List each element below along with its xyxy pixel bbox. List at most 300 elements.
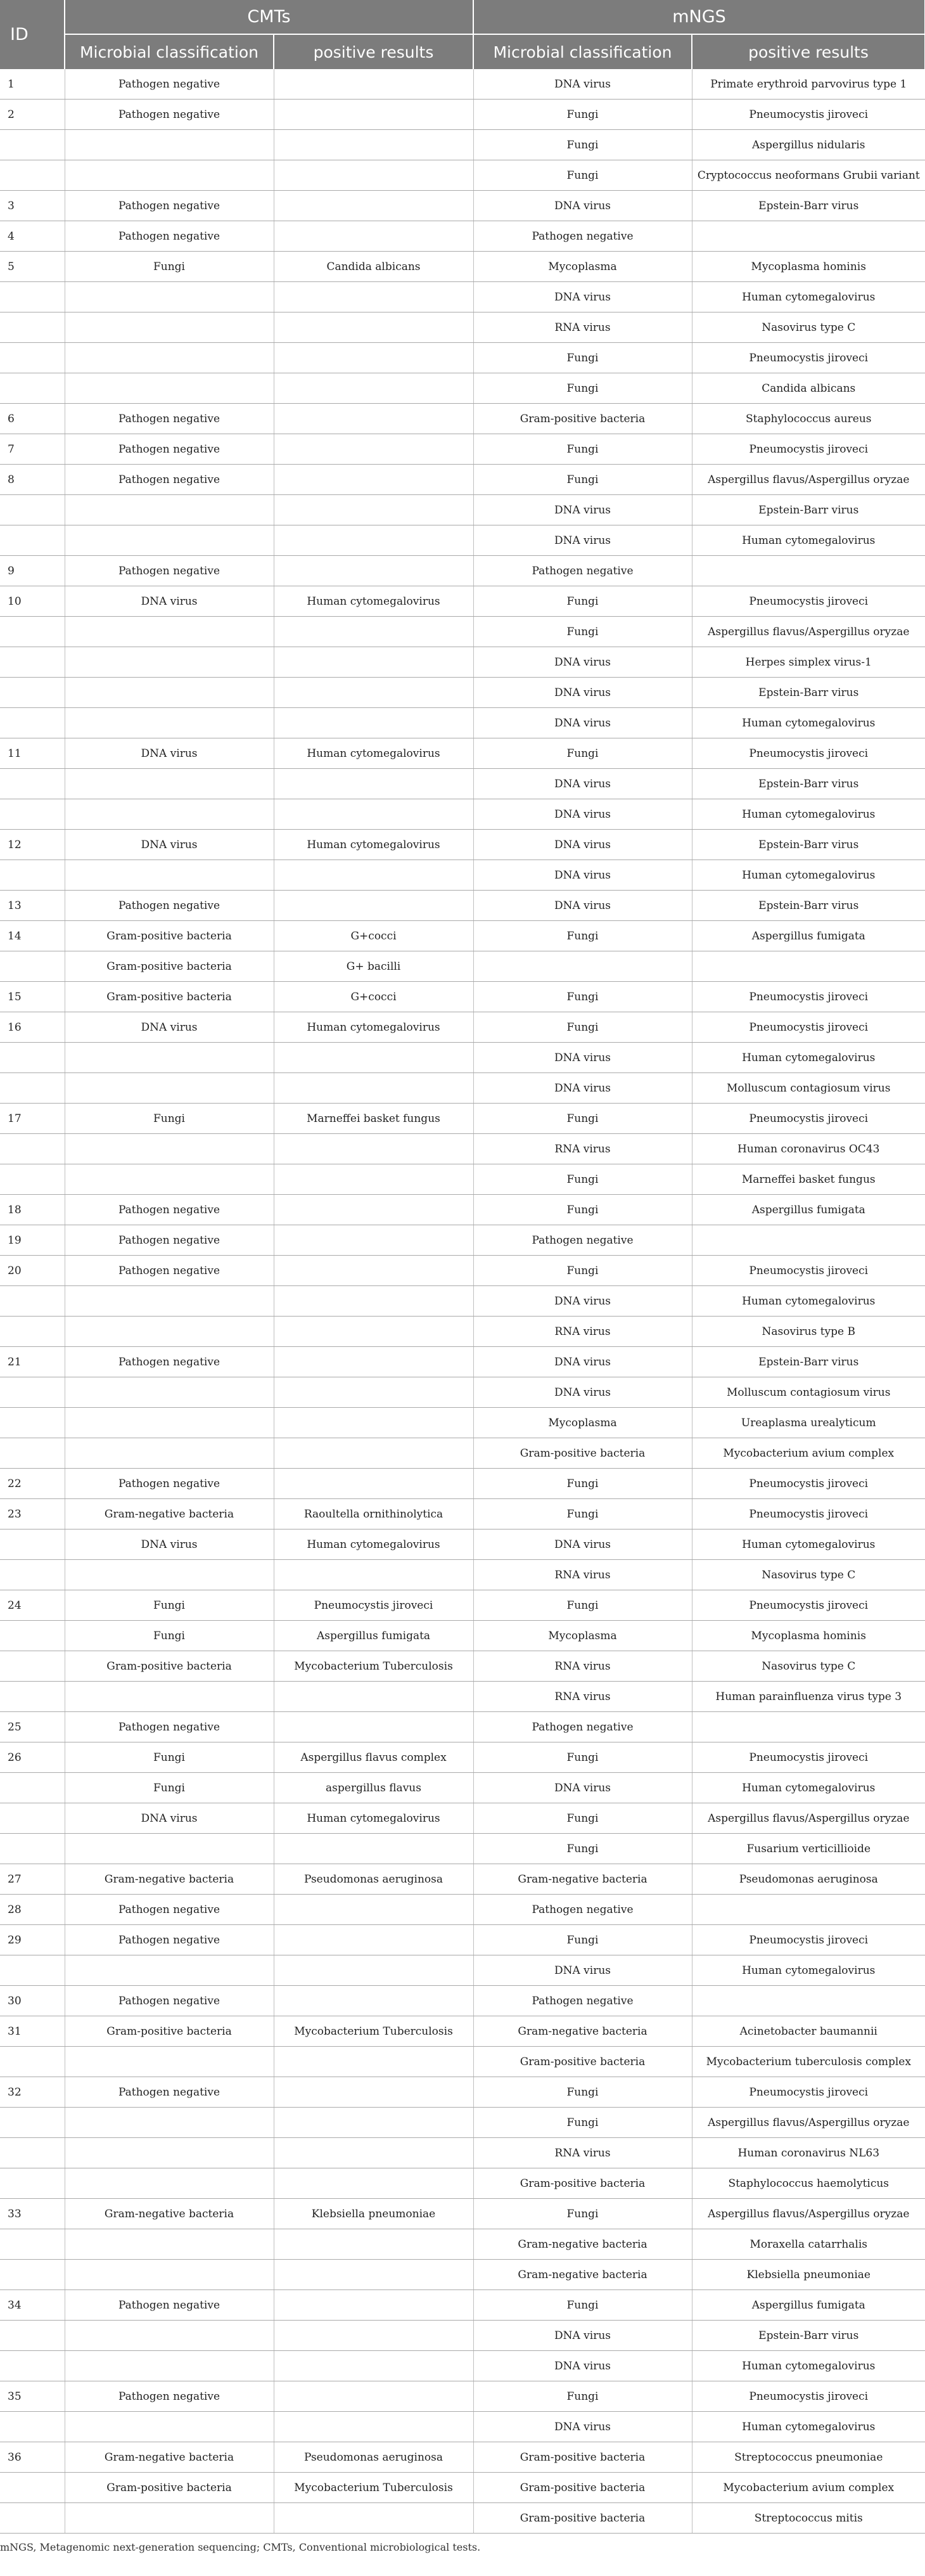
cell-cmt-classification: Pathogen negative — [65, 465, 274, 495]
cell-cmt-classification: Pathogen negative — [65, 2077, 274, 2108]
table-row — [0, 1043, 925, 1073]
cell-cmt-classification — [65, 1317, 274, 1347]
table-row — [0, 100, 925, 130]
cell-cmt-positive-result — [274, 708, 473, 738]
cell-cmt-classification: Pathogen negative — [65, 1256, 274, 1286]
cell-mngs-classification: Gram-negative bacteria — [473, 2260, 692, 2290]
cell-mngs-classification: Fungi — [473, 1499, 692, 1530]
cell-id: 1 — [0, 69, 65, 100]
cell-cmt-positive-result — [274, 2168, 473, 2199]
cell-cmt-positive-result — [274, 1682, 473, 1712]
cell-mngs-positive-result: Pneumocystis jiroveci — [692, 434, 925, 465]
table-row — [0, 2229, 925, 2260]
cell-cmt-positive-result: Candida albicans — [274, 252, 473, 282]
cell-cmt-positive-result — [274, 647, 473, 678]
cell-mngs-classification: DNA virus — [473, 282, 692, 312]
cell-mngs-classification: Fungi — [473, 2077, 692, 2108]
cell-mngs-positive-result — [692, 556, 925, 586]
table-row — [0, 495, 925, 525]
cell-mngs-positive-result: Nasovirus type C — [692, 312, 925, 343]
table-row — [0, 708, 925, 738]
cell-id — [0, 860, 65, 891]
cell-id: 24 — [0, 1590, 65, 1621]
cell-mngs-classification: RNA virus — [473, 1651, 692, 1682]
cell-cmt-positive-result — [274, 1438, 473, 1469]
table-row — [0, 1834, 925, 1864]
cell-cmt-positive-result — [274, 1469, 473, 1499]
cell-cmt-positive-result: Raoultella ornithinolytica — [274, 1499, 473, 1530]
cell-cmt-classification: Pathogen negative — [65, 404, 274, 434]
table-row — [0, 647, 925, 678]
cell-cmt-classification: Fungi — [65, 1590, 274, 1621]
cell-cmt-positive-result: Pseudomonas aeruginosa — [274, 2442, 473, 2473]
cell-cmt-classification: Gram-positive bacteria — [65, 921, 274, 951]
cell-id — [0, 1377, 65, 1408]
cell-mngs-positive-result — [692, 1712, 925, 1742]
header-mngs: mNGS — [473, 0, 925, 34]
cell-mngs-classification: Fungi — [473, 373, 692, 404]
table-row — [0, 678, 925, 708]
cell-cmt-positive-result — [274, 1073, 473, 1104]
cell-cmt-classification: Gram-positive bacteria — [65, 2473, 274, 2503]
cell-mngs-classification: DNA virus — [473, 2351, 692, 2381]
cell-id — [0, 312, 65, 343]
cell-mngs-positive-result: Pneumocystis jiroveci — [692, 982, 925, 1012]
cell-mngs-classification: DNA virus — [473, 830, 692, 860]
cell-mngs-positive-result: Moraxella catarrhalis — [692, 2229, 925, 2260]
cell-cmt-positive-result — [274, 2108, 473, 2138]
cell-cmt-classification — [65, 1073, 274, 1104]
table-row — [0, 434, 925, 465]
cell-id: 33 — [0, 2199, 65, 2229]
cell-cmt-positive-result — [274, 312, 473, 343]
cell-cmt-positive-result: aspergillus flavus — [274, 1773, 473, 1803]
cell-id: 36 — [0, 2442, 65, 2473]
cell-mngs-positive-result: Epstein-Barr virus — [692, 191, 925, 221]
cell-mngs-positive-result: Herpes simplex virus-1 — [692, 647, 925, 678]
cell-id: 27 — [0, 1864, 65, 1895]
cell-mngs-classification: Fungi — [473, 2290, 692, 2321]
cell-cmt-positive-result — [274, 891, 473, 921]
cell-cmt-positive-result — [274, 404, 473, 434]
cell-mngs-classification: DNA virus — [473, 525, 692, 556]
table-row — [0, 1377, 925, 1408]
table-row — [0, 1499, 925, 1530]
table-row — [0, 343, 925, 373]
cell-mngs-positive-result: Epstein-Barr virus — [692, 678, 925, 708]
cell-mngs-classification: RNA virus — [473, 1560, 692, 1590]
cell-id — [0, 2321, 65, 2351]
cell-id: 32 — [0, 2077, 65, 2108]
cell-mngs-positive-result: Aspergillus nidularis — [692, 130, 925, 160]
cell-id: 2 — [0, 100, 65, 130]
cell-mngs-positive-result: Aspergillus fumigata — [692, 921, 925, 951]
cell-cmt-classification: Gram-negative bacteria — [65, 1499, 274, 1530]
cell-cmt-positive-result — [274, 1712, 473, 1742]
cell-mngs-positive-result: Human cytomegalovirus — [692, 1286, 925, 1317]
cell-cmt-classification — [65, 1134, 274, 1164]
cell-mngs-classification: DNA virus — [473, 1377, 692, 1408]
cell-id: 3 — [0, 191, 65, 221]
cell-mngs-classification: Fungi — [473, 160, 692, 191]
cell-mngs-classification: Fungi — [473, 1469, 692, 1499]
cell-id — [0, 130, 65, 160]
cell-mngs-classification: DNA virus — [473, 1286, 692, 1317]
cell-mngs-classification: Fungi — [473, 1803, 692, 1834]
header-cmts: CMTs — [65, 0, 473, 34]
cell-cmt-positive-result — [274, 860, 473, 891]
cell-mngs-positive-result: Pneumocystis jiroveci — [692, 2381, 925, 2412]
table-row — [0, 2016, 925, 2047]
cell-mngs-positive-result: Staphylococcus haemolyticus — [692, 2168, 925, 2199]
cell-cmt-classification — [65, 2260, 274, 2290]
cell-mngs-classification — [473, 951, 692, 982]
table-row — [0, 891, 925, 921]
table-row — [0, 1012, 925, 1043]
cell-cmt-classification — [65, 1560, 274, 1590]
cell-cmt-classification: Pathogen negative — [65, 1925, 274, 1955]
cell-mngs-classification: DNA virus — [473, 1955, 692, 1986]
cell-mngs-positive-result: Pneumocystis jiroveci — [692, 100, 925, 130]
cell-cmt-positive-result: Klebsiella pneumoniae — [274, 2199, 473, 2229]
cell-mngs-positive-result: Pneumocystis jiroveci — [692, 1104, 925, 1134]
cell-mngs-positive-result: Nasovirus type C — [692, 1560, 925, 1590]
cell-mngs-classification: DNA virus — [473, 495, 692, 525]
cell-cmt-classification — [65, 678, 274, 708]
cell-mngs-positive-result: Streptococcus pneumoniae — [692, 2442, 925, 2473]
cell-cmt-classification — [65, 1682, 274, 1712]
cell-cmt-classification: Fungi — [65, 1773, 274, 1803]
cell-cmt-positive-result — [274, 2077, 473, 2108]
cell-mngs-classification: Fungi — [473, 1742, 692, 1773]
cell-id — [0, 1621, 65, 1651]
cell-mngs-positive-result: Human cytomegalovirus — [692, 860, 925, 891]
cell-mngs-classification: DNA virus — [473, 191, 692, 221]
cell-mngs-classification: DNA virus — [473, 1043, 692, 1073]
cell-cmt-positive-result — [274, 221, 473, 252]
cell-cmt-classification: Pathogen negative — [65, 1895, 274, 1925]
table-row — [0, 191, 925, 221]
cell-cmt-positive-result — [274, 1134, 473, 1164]
cell-mngs-classification: DNA virus — [473, 799, 692, 830]
table-row — [0, 2381, 925, 2412]
cell-mngs-positive-result: Human cytomegalovirus — [692, 1530, 925, 1560]
cell-id — [0, 2412, 65, 2442]
table-row — [0, 2138, 925, 2168]
table-row — [0, 1955, 925, 1986]
cell-mngs-classification: Fungi — [473, 130, 692, 160]
cell-cmt-positive-result — [274, 1834, 473, 1864]
cell-cmt-classification: DNA virus — [65, 1012, 274, 1043]
cell-mngs-classification: Fungi — [473, 1012, 692, 1043]
cell-mngs-classification: DNA virus — [473, 1773, 692, 1803]
table-row — [0, 404, 925, 434]
table-row — [0, 525, 925, 556]
cell-mngs-positive-result: Marneffei basket fungus — [692, 1164, 925, 1195]
table-header — [0, 0, 925, 69]
cell-mngs-classification: DNA virus — [473, 708, 692, 738]
cell-id — [0, 1408, 65, 1438]
cell-mngs-classification: Mycoplasma — [473, 1408, 692, 1438]
cell-cmt-positive-result — [274, 1195, 473, 1225]
cell-mngs-classification: DNA virus — [473, 1530, 692, 1560]
table-row — [0, 1651, 925, 1682]
cell-mngs-positive-result: Human cytomegalovirus — [692, 1043, 925, 1073]
cell-cmt-positive-result: Human cytomegalovirus — [274, 1530, 473, 1560]
cell-mngs-classification: Gram-negative bacteria — [473, 1864, 692, 1895]
cell-mngs-classification: DNA virus — [473, 2412, 692, 2442]
cell-mngs-positive-result: Epstein-Barr virus — [692, 495, 925, 525]
cell-id — [0, 1134, 65, 1164]
cell-mngs-classification: DNA virus — [473, 1073, 692, 1104]
cell-id — [0, 2138, 65, 2168]
cell-mngs-classification: Mycoplasma — [473, 1621, 692, 1651]
cell-id — [0, 2260, 65, 2290]
cell-mngs-classification: DNA virus — [473, 69, 692, 100]
cell-cmt-positive-result — [274, 769, 473, 799]
cell-cmt-positive-result — [274, 2138, 473, 2168]
cell-id — [0, 1286, 65, 1317]
cell-id — [0, 2351, 65, 2381]
cell-mngs-classification: Fungi — [473, 1164, 692, 1195]
cell-cmt-classification: Pathogen negative — [65, 1469, 274, 1499]
cell-cmt-classification: Gram-positive bacteria — [65, 982, 274, 1012]
cell-mngs-classification: DNA virus — [473, 2321, 692, 2351]
cell-mngs-classification: Fungi — [473, 921, 692, 951]
cell-mngs-positive-result: Staphylococcus aureus — [692, 404, 925, 434]
cell-mngs-positive-result: Aspergillus fumigata — [692, 2290, 925, 2321]
cell-mngs-classification: Fungi — [473, 1834, 692, 1864]
cell-cmt-positive-result — [274, 1408, 473, 1438]
cell-cmt-positive-result: Human cytomegalovirus — [274, 738, 473, 769]
table-row — [0, 586, 925, 617]
cell-cmt-classification: Gram-positive bacteria — [65, 951, 274, 982]
cell-cmt-classification — [65, 860, 274, 891]
cell-cmt-positive-result: G+cocci — [274, 982, 473, 1012]
cell-mngs-positive-result: Pneumocystis jiroveci — [692, 738, 925, 769]
header-cmt-classification: Microbial classification — [65, 34, 274, 69]
cell-id — [0, 160, 65, 191]
cell-mngs-positive-result: Epstein-Barr virus — [692, 1347, 925, 1377]
cell-id — [0, 1773, 65, 1803]
cell-cmt-classification: Gram-positive bacteria — [65, 1651, 274, 1682]
cell-mngs-classification: Fungi — [473, 617, 692, 647]
cell-cmt-classification — [65, 708, 274, 738]
cell-cmt-positive-result — [274, 2412, 473, 2442]
cell-mngs-positive-result: Aspergillus flavus/Aspergillus oryzae — [692, 2199, 925, 2229]
cell-cmt-classification: Pathogen negative — [65, 1712, 274, 1742]
cell-mngs-positive-result: Nasovirus type B — [692, 1317, 925, 1347]
cell-cmt-positive-result — [274, 799, 473, 830]
cell-mngs-positive-result: Pneumocystis jiroveci — [692, 1256, 925, 1286]
cell-cmt-positive-result — [274, 617, 473, 647]
cell-mngs-classification: Fungi — [473, 1925, 692, 1955]
table-row — [0, 921, 925, 951]
cell-cmt-positive-result: Human cytomegalovirus — [274, 830, 473, 860]
cell-cmt-classification — [65, 617, 274, 647]
table-row — [0, 1773, 925, 1803]
cell-mngs-positive-result: Nasovirus type C — [692, 1651, 925, 1682]
table-row — [0, 1134, 925, 1164]
cell-cmt-classification — [65, 1438, 274, 1469]
cell-cmt-positive-result — [274, 495, 473, 525]
cell-mngs-classification: Fungi — [473, 100, 692, 130]
cell-mngs-positive-result — [692, 1225, 925, 1256]
cell-mngs-positive-result: Pneumocystis jiroveci — [692, 2077, 925, 2108]
cell-id — [0, 1651, 65, 1682]
cell-mngs-classification: Fungi — [473, 465, 692, 495]
table-row — [0, 1560, 925, 1590]
cell-mngs-positive-result: Aspergillus flavus/Aspergillus oryzae — [692, 617, 925, 647]
cell-cmt-positive-result — [274, 1955, 473, 1986]
cell-cmt-positive-result — [274, 2260, 473, 2290]
cell-mngs-positive-result: Candida albicans — [692, 373, 925, 404]
cell-cmt-positive-result — [274, 434, 473, 465]
cell-cmt-classification: Pathogen negative — [65, 221, 274, 252]
cell-mngs-classification: DNA virus — [473, 647, 692, 678]
cell-cmt-classification — [65, 2229, 274, 2260]
cell-id — [0, 1043, 65, 1073]
cell-mngs-positive-result: Pneumocystis jiroveci — [692, 1742, 925, 1773]
cell-mngs-positive-result: Aspergillus flavus/Aspergillus oryzae — [692, 465, 925, 495]
cell-cmt-classification: Pathogen negative — [65, 191, 274, 221]
cell-mngs-positive-result: Primate erythroid parvovirus type 1 — [692, 69, 925, 100]
cell-mngs-classification: Gram-positive bacteria — [473, 2168, 692, 2199]
table-row — [0, 2077, 925, 2108]
cell-mngs-classification: Pathogen negative — [473, 221, 692, 252]
cell-cmt-positive-result — [274, 2381, 473, 2412]
table-row — [0, 1195, 925, 1225]
cell-id: 4 — [0, 221, 65, 252]
cell-mngs-positive-result: Pneumocystis jiroveci — [692, 1499, 925, 1530]
cell-mngs-positive-result: Human coronavirus NL63 — [692, 2138, 925, 2168]
table-footnote: mNGS, Metagenomic next-generation sequencing; CMTs, Conventional microbiological tests. — [0, 2541, 481, 2553]
cell-cmt-positive-result — [274, 678, 473, 708]
cell-cmt-classification: Pathogen negative — [65, 434, 274, 465]
cell-mngs-classification: Pathogen negative — [473, 1895, 692, 1925]
cell-cmt-classification: DNA virus — [65, 586, 274, 617]
cell-cmt-classification: Pathogen negative — [65, 69, 274, 100]
cell-mngs-classification: Fungi — [473, 1195, 692, 1225]
table-row — [0, 1286, 925, 1317]
cell-cmt-positive-result — [274, 1043, 473, 1073]
table-row — [0, 1530, 925, 1560]
cell-cmt-positive-result: Aspergillus fumigata — [274, 1621, 473, 1651]
cell-cmt-classification — [65, 647, 274, 678]
cell-cmt-classification — [65, 2168, 274, 2199]
cell-id — [0, 1834, 65, 1864]
cell-mngs-positive-result: Human parainfluenza virus type 3 — [692, 1682, 925, 1712]
header-mngs-positive-results: positive results — [692, 34, 925, 69]
cell-cmt-classification: Pathogen negative — [65, 100, 274, 130]
header-mngs-classification: Microbial classification — [473, 34, 692, 69]
table-row — [0, 1256, 925, 1286]
cell-mngs-positive-result: Human cytomegalovirus — [692, 708, 925, 738]
cell-id — [0, 2168, 65, 2199]
cell-id: 31 — [0, 2016, 65, 2047]
cell-cmt-positive-result: Human cytomegalovirus — [274, 1012, 473, 1043]
cell-id — [0, 647, 65, 678]
cell-id: 17 — [0, 1104, 65, 1134]
table-row — [0, 221, 925, 252]
cell-cmt-positive-result — [274, 1256, 473, 1286]
cell-cmt-classification: DNA virus — [65, 830, 274, 860]
cell-id — [0, 2108, 65, 2138]
cell-mngs-classification: Mycoplasma — [473, 252, 692, 282]
cell-cmt-classification — [65, 2138, 274, 2168]
cell-mngs-classification: Gram-negative bacteria — [473, 2229, 692, 2260]
cell-mngs-positive-result: Mycobacterium tuberculosis complex — [692, 2047, 925, 2077]
cell-mngs-classification: Fungi — [473, 343, 692, 373]
cell-cmt-positive-result — [274, 1986, 473, 2016]
table-row — [0, 130, 925, 160]
cell-mngs-classification: Fungi — [473, 434, 692, 465]
cell-cmt-positive-result — [274, 282, 473, 312]
cell-mngs-positive-result: Human cytomegalovirus — [692, 1955, 925, 1986]
cell-id — [0, 1682, 65, 1712]
cell-cmt-classification: Fungi — [65, 1621, 274, 1651]
cell-cmt-positive-result — [274, 1225, 473, 1256]
cell-id: 30 — [0, 1986, 65, 2016]
table-row — [0, 1895, 925, 1925]
cell-id: 16 — [0, 1012, 65, 1043]
cell-cmt-positive-result — [274, 2503, 473, 2534]
cell-cmt-positive-result — [274, 1286, 473, 1317]
cell-mngs-positive-result: Human cytomegalovirus — [692, 282, 925, 312]
cell-id — [0, 708, 65, 738]
cell-id — [0, 1955, 65, 1986]
cell-cmt-classification: DNA virus — [65, 1803, 274, 1834]
header-id: ID — [0, 0, 65, 69]
table-row — [0, 1317, 925, 1347]
cell-cmt-positive-result — [274, 2351, 473, 2381]
table-row — [0, 2351, 925, 2381]
cell-mngs-classification: Pathogen negative — [473, 556, 692, 586]
table-row — [0, 1104, 925, 1134]
cell-id — [0, 2229, 65, 2260]
cell-cmt-positive-result — [274, 1895, 473, 1925]
cell-id — [0, 373, 65, 404]
table-row — [0, 1408, 925, 1438]
cell-cmt-classification: Pathogen negative — [65, 1347, 274, 1377]
cell-mngs-positive-result: Fusarium verticillioide — [692, 1834, 925, 1864]
cell-cmt-classification: Pathogen negative — [65, 891, 274, 921]
cell-cmt-classification — [65, 160, 274, 191]
cell-cmt-classification: Pathogen negative — [65, 2290, 274, 2321]
cell-id — [0, 617, 65, 647]
cell-cmt-positive-result — [274, 1925, 473, 1955]
cell-mngs-positive-result: Molluscum contagiosum virus — [692, 1377, 925, 1408]
cell-cmt-classification — [65, 1955, 274, 1986]
table-row — [0, 1164, 925, 1195]
cell-cmt-classification — [65, 769, 274, 799]
cell-mngs-classification: RNA virus — [473, 2138, 692, 2168]
cell-cmt-positive-result: G+ bacilli — [274, 951, 473, 982]
cell-id: 25 — [0, 1712, 65, 1742]
cell-cmt-classification — [65, 2321, 274, 2351]
table-row — [0, 1621, 925, 1651]
table-row — [0, 1590, 925, 1621]
cell-mngs-classification: Pathogen negative — [473, 1986, 692, 2016]
table-row — [0, 769, 925, 799]
cell-cmt-positive-result: Human cytomegalovirus — [274, 586, 473, 617]
table-row — [0, 252, 925, 282]
cell-mngs-classification: DNA virus — [473, 891, 692, 921]
cell-cmt-classification — [65, 1408, 274, 1438]
cell-mngs-positive-result: Human cytomegalovirus — [692, 1773, 925, 1803]
cell-mngs-positive-result: Pneumocystis jiroveci — [692, 1925, 925, 1955]
cell-id: 13 — [0, 891, 65, 921]
